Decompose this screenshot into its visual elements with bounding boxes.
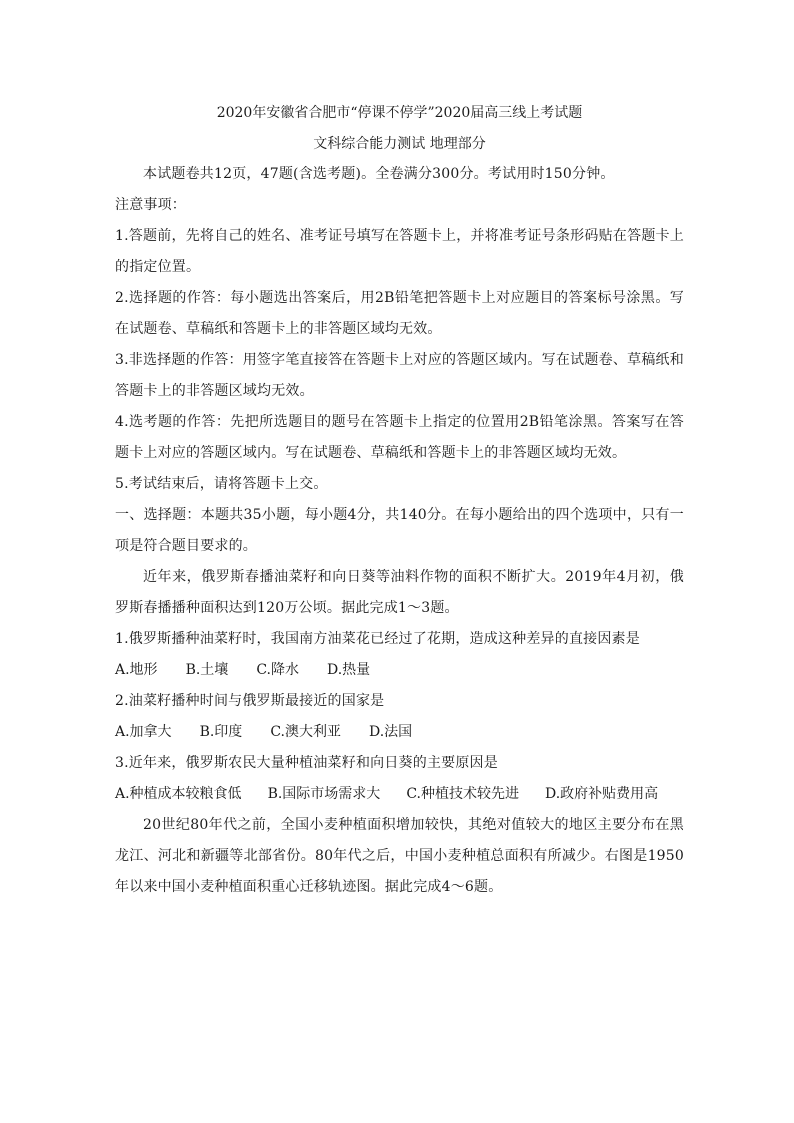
question-3-options [115,779,684,810]
question-3-option-d: D.政府补贴费用高 [544,786,659,802]
passage-1: 近年来，俄罗斯春播油菜籽和向日葵等油料作物的面积不断扩大。2019年4月初，俄罗斯春播播种面积达到120万公顷。据此完成1～3题。 [115,569,684,616]
question-3-option-a: A.种植成本较粮食低 [115,786,242,802]
question-2-stem: 2.油菜籽播种时间与俄罗斯最接近的国家是 [115,693,385,709]
question-2-option-c: C.澳大利亚 [270,724,341,740]
question-2-option-a: A.加拿大 [115,724,172,740]
section-heading: 一、选择题：本题共35小题，每小题4分，共140分。在每小题给出的四个选项中，只有一项是符合题目要求的。 [115,507,684,554]
question-3-option-c: C.种植技术较先进 [406,786,519,802]
question-1-option-a: A.地形 [115,662,158,678]
question-2-option-b: B.印度 [199,724,243,740]
notice-heading: 注意事项： [115,197,186,213]
notice-item-2: 2.选择题的作答：每小题选出答案后，用2B铅笔把答题卡上对应题目的答案标号涂黑。写在试题卷、草稿纸和答题卡上的非答题区域均无效。 [115,290,684,337]
question-1-options [115,655,684,686]
exam-title: 2020年安徽省合肥市“停课不停学”2020届高三线上考试题 [216,105,583,121]
exam-subtitle: 文科综合能力测试 地理部分 [313,136,486,152]
question-1-option-b: B.土壤 [185,662,229,678]
question-3-option-b: B.国际市场需求大 [267,786,381,802]
question-2-options [115,717,684,748]
question-1-option-c: C.降水 [256,662,299,678]
question-1-option-d: D.热量 [326,662,371,678]
passage-2: 20世纪80年代之前，全国小麦种植面积增加较快，其绝对值较大的地区主要分布在黑龙江、河北和新疆等北部省份。80年代之后，中国小麦种植总面积有所减少。右图是1950年以来中国小麦种植面积重心迁移轨迹图。据此完成4～6题。 [115,817,684,895]
question-1-stem: 1.俄罗斯播种油菜籽时，我国南方油菜花已经过了花期，造成这种差异的直接因素是 [115,631,640,647]
question-3-stem: 3.近年来，俄罗斯农民大量种植油菜籽和向日葵的主要原因是 [115,755,498,771]
notice-item-5: 5.考试结束后，请将答题卡上交。 [115,476,328,492]
exam-intro: 本试题卷共12页，47题(含选考题)。全卷满分300分。考试用时150分钟。 [143,166,615,182]
question-2-option-d: D.法国 [368,724,413,740]
notice-item-1: 1.答题前，先将自己的姓名、准考证号填写在答题卡上，并将准考证号条形码贴在答题卡上的指定位置。 [115,228,684,275]
notice-item-4: 4.选考题的作答：先把所选题目的题号在答题卡上指定的位置用2B铅笔涂黑。答案写在答题卡上对应的答题区域内。写在试题卷、草稿纸和答题卡上的非答题区域均无效。 [115,414,684,461]
notice-item-3: 3.非选择题的作答：用签字笔直接答在答题卡上对应的答题区域内。写在试题卷、草稿纸和答题卡上的非答题区域均无效。 [115,352,684,399]
